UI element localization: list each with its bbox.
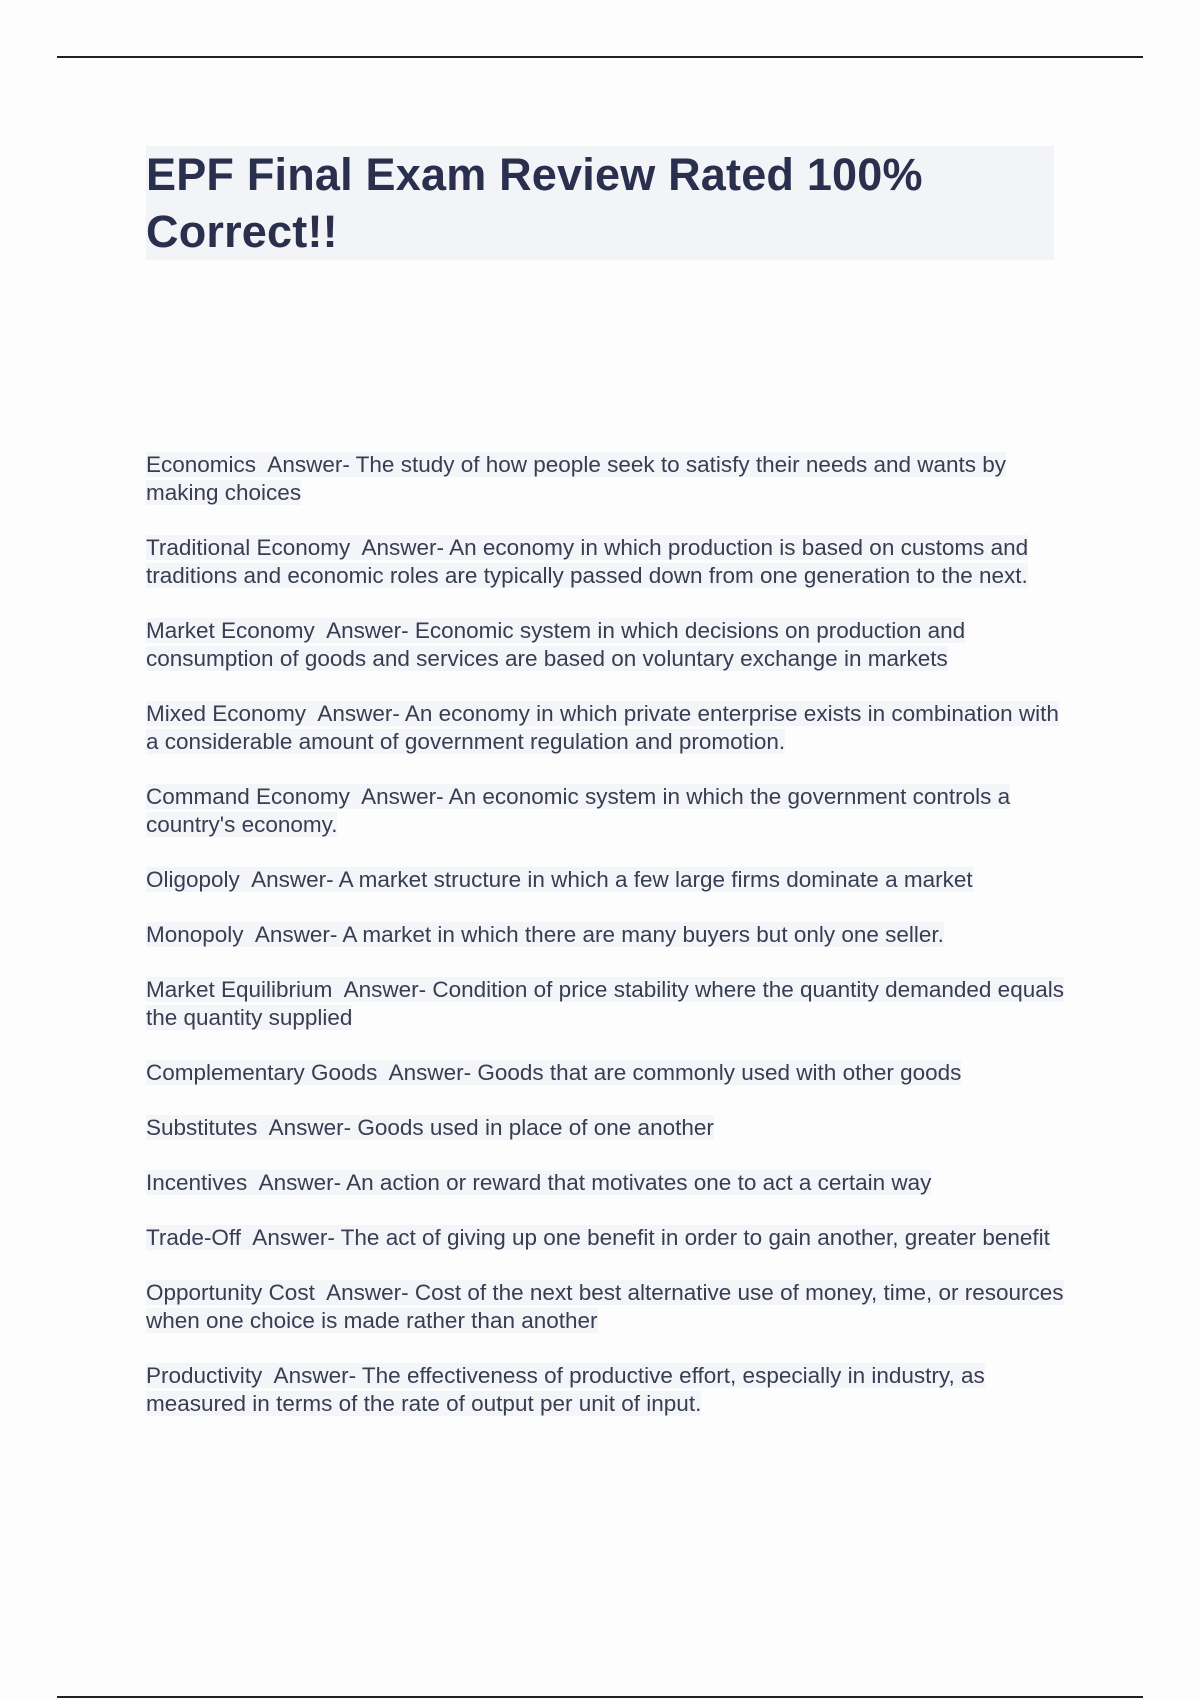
- qa-item: [146, 617, 1066, 673]
- answer-separator: Answer-: [257, 1115, 358, 1140]
- qa-answer: Cost of the next best alternative use of money, time, or resources when one choice is made rather than another: [146, 1280, 1064, 1333]
- qa-item: [146, 1224, 1066, 1252]
- answer-separator: Answer-: [262, 1363, 362, 1388]
- qa-term: Opportunity Cost: [146, 1280, 315, 1305]
- qa-list: [146, 451, 1066, 1445]
- qa-answer: The study of how people seek to satisfy their needs and wants by making choices: [146, 452, 1007, 505]
- qa-answer: The act of giving up one benefit in order to gain another, greater benefit: [340, 1225, 1050, 1250]
- answer-separator: Answer-: [243, 922, 343, 947]
- qa-answer: An economy in which private enterprise exists in combination with a considerable amount of government regulation and promotion.: [146, 701, 1059, 754]
- qa-answer: Goods that are commonly used with other goods: [477, 1060, 962, 1085]
- qa-item: [146, 1169, 1066, 1197]
- qa-answer: An economic system in which the government controls a country's economy.: [146, 784, 1011, 837]
- qa-term: Trade-Off: [146, 1225, 242, 1250]
- qa-answer: An action or reward that motivates one to act a certain way: [346, 1170, 932, 1195]
- answer-separator: Answer-: [306, 701, 405, 726]
- answer-separator: Answer-: [256, 452, 356, 477]
- answer-separator: Answer-: [349, 784, 449, 809]
- qa-item: [146, 1362, 1066, 1418]
- qa-answer: A market structure in which a few large firms dominate a market: [338, 867, 973, 892]
- qa-item: [146, 534, 1066, 590]
- qa-term: Market Economy: [146, 618, 315, 643]
- answer-separator: Answer-: [314, 618, 415, 643]
- answer-separator: Answer-: [239, 867, 339, 892]
- qa-term: Command Economy: [146, 784, 350, 809]
- qa-item: [146, 866, 1066, 894]
- answer-separator: Answer-: [241, 1225, 341, 1250]
- answer-separator: Answer-: [314, 1280, 415, 1305]
- qa-term: Monopoly: [146, 922, 244, 947]
- qa-term: Traditional Economy: [146, 535, 351, 560]
- qa-term: Economics: [146, 452, 257, 477]
- top-rule: [57, 56, 1143, 58]
- qa-item: [146, 700, 1066, 756]
- title-block: [146, 146, 1054, 260]
- qa-item: [146, 976, 1066, 1032]
- qa-item: [146, 1279, 1066, 1335]
- qa-term: Incentives: [146, 1170, 248, 1195]
- page-title: EPF Final Exam Review Rated 100% Correct!!: [146, 149, 923, 257]
- bottom-rule: [57, 1696, 1143, 1698]
- qa-item: [146, 783, 1066, 839]
- qa-answer: An economy in which production is based on customs and traditions and economic roles are typically passed down from one generation to the next.: [146, 535, 1029, 588]
- qa-answer: The effectiveness of productive effort, especially in industry, as measured in terms of the rate of output per unit of input.: [146, 1363, 985, 1416]
- qa-item: [146, 1059, 1066, 1087]
- answer-separator: Answer-: [350, 535, 450, 560]
- qa-answer: Condition of price stability where the quantity demanded equals the quantity supplied: [146, 977, 1064, 1030]
- qa-item: [146, 1114, 1066, 1142]
- qa-answer: Goods used in place of one another: [357, 1115, 714, 1140]
- qa-term: Complementary Goods: [146, 1060, 378, 1085]
- qa-answer: A market in which there are many buyers but only one seller.: [342, 922, 944, 947]
- qa-term: Oligopoly: [146, 867, 240, 892]
- qa-answer: Economic system in which decisions on production and consumption of goods and services are based on voluntary exchange in markets: [146, 618, 966, 671]
- qa-item: [146, 921, 1066, 949]
- qa-item: [146, 451, 1066, 507]
- qa-term: Substitutes: [146, 1115, 258, 1140]
- answer-separator: Answer-: [247, 1170, 347, 1195]
- qa-term: Market Equilibrium: [146, 977, 333, 1002]
- qa-term: Mixed Economy: [146, 701, 307, 726]
- answer-separator: Answer-: [332, 977, 433, 1002]
- answer-separator: Answer-: [377, 1060, 478, 1085]
- qa-term: Productivity: [146, 1363, 263, 1388]
